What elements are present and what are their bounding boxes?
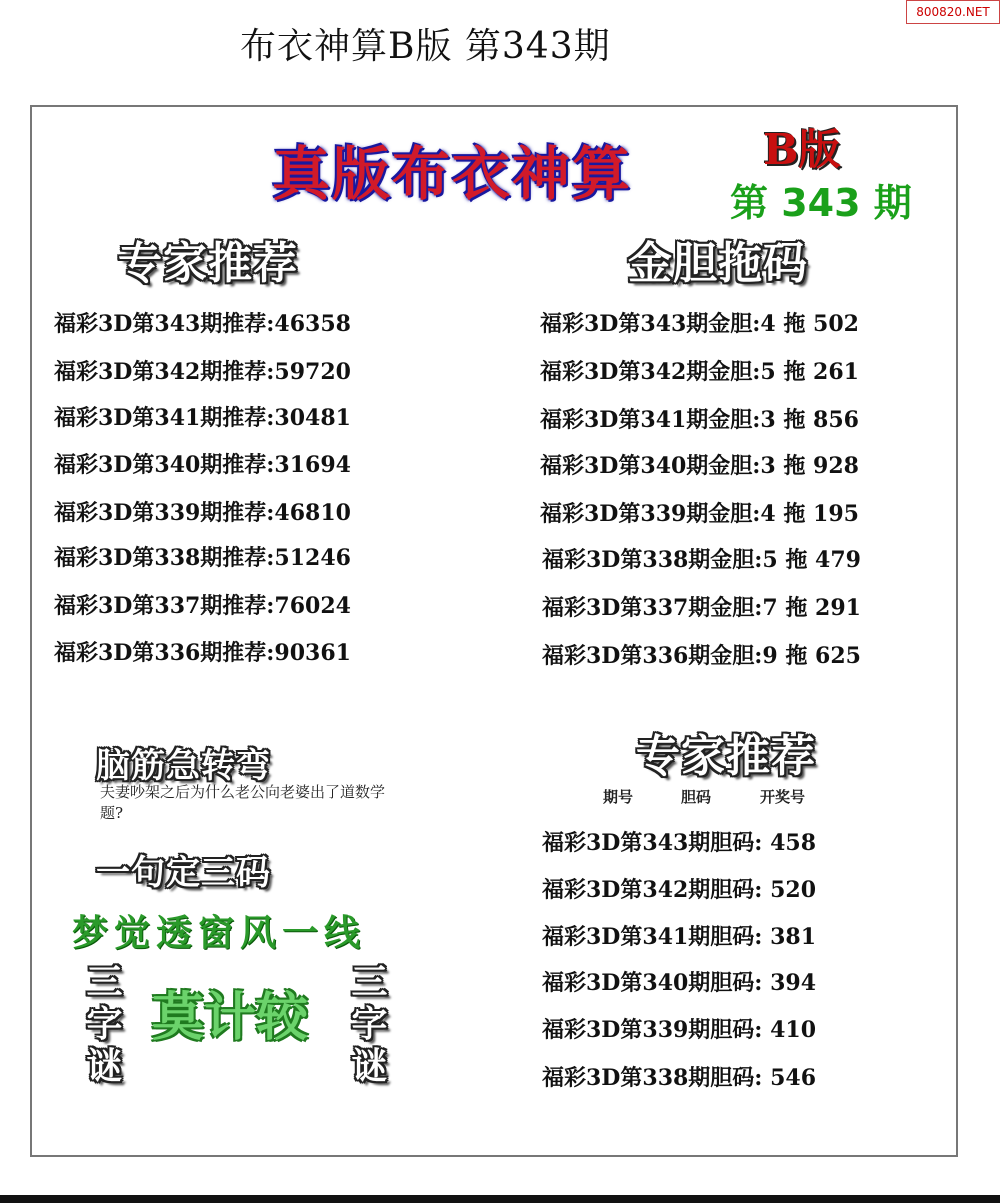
- gold-rec-row: 福彩3D第343期金胆:4 拖 502: [540, 311, 859, 337]
- gold-rec-row: 福彩3D第337期金胆:7 拖 291: [542, 595, 861, 621]
- gold-rec-row: 福彩3D第339期金胆:4 拖 195: [540, 501, 859, 527]
- bottom-bar: [0, 1195, 1000, 1203]
- expert-rec-row: 福彩3D第341期推荐:30481: [54, 405, 351, 431]
- brain-teaser-title: 脑筋急转弯: [96, 746, 271, 786]
- page-title: 布衣神算B版 第343期: [240, 26, 611, 67]
- dan-rec-row: 福彩3D第341期胆码: 381: [542, 924, 817, 950]
- issue-badge: 第 343 期: [730, 181, 912, 225]
- dan-rec-row: 福彩3D第338期胆码: 546: [542, 1065, 817, 1091]
- expert-rec-row: 福彩3D第339期推荐:46810: [54, 500, 351, 526]
- dan-rec-row: 福彩3D第340期胆码: 394: [542, 970, 817, 996]
- puzzle-left-label: 三字谜: [86, 962, 124, 1087]
- site-watermark: 800820.NET: [906, 0, 1000, 24]
- expert-rec-row: 福彩3D第340期推荐:31694: [54, 452, 351, 478]
- headline: 真版布衣神算: [272, 140, 633, 208]
- dan-rec-row: 福彩3D第343期胆码: 458: [542, 830, 817, 856]
- gold-rec-row: 福彩3D第341期金胆:3 拖 856: [540, 407, 859, 433]
- gold-rec-row: 福彩3D第336期金胆:9 拖 625: [542, 643, 861, 669]
- dan-rec-row: 福彩3D第339期胆码: 410: [542, 1017, 817, 1043]
- gold-rec-row: 福彩3D第338期金胆:5 拖 479: [542, 547, 861, 573]
- one-line-title: 一句定三码: [96, 853, 271, 893]
- dan-rec-row: 福彩3D第342期胆码: 520: [542, 877, 817, 903]
- version-badge: B版: [763, 125, 841, 174]
- gold-section-title: 金胆拖码: [628, 238, 808, 289]
- expert-rec-row: 福彩3D第338期推荐:51246: [54, 545, 351, 571]
- gold-rec-row: 福彩3D第340期金胆:3 拖 928: [540, 453, 859, 479]
- expert-rec-row: 福彩3D第336期推荐:90361: [54, 640, 351, 666]
- expert-rec-row: 福彩3D第342期推荐:59720: [54, 359, 351, 385]
- riddle-text: 夫妻吵架之后为什么老公向老婆出了道数学题?: [100, 783, 386, 822]
- slogan-text: 梦觉透窗风一线: [72, 913, 367, 954]
- column-label-result: 开奖号: [760, 788, 806, 806]
- gold-rec-row: 福彩3D第342期金胆:5 拖 261: [540, 359, 859, 385]
- expert-rec-row: 福彩3D第337期推荐:76024: [54, 593, 351, 619]
- puzzle-right-label: 三字谜: [351, 962, 389, 1087]
- column-label-dan: 胆码: [681, 788, 712, 806]
- expert2-section-title: 专家推荐: [636, 731, 816, 782]
- puzzle-answer: 莫计较: [152, 988, 309, 1048]
- expert-section-title: 专家推荐: [118, 238, 298, 289]
- column-label-issue: 期号: [603, 788, 634, 806]
- expert-rec-row: 福彩3D第343期推荐:46358: [54, 311, 351, 337]
